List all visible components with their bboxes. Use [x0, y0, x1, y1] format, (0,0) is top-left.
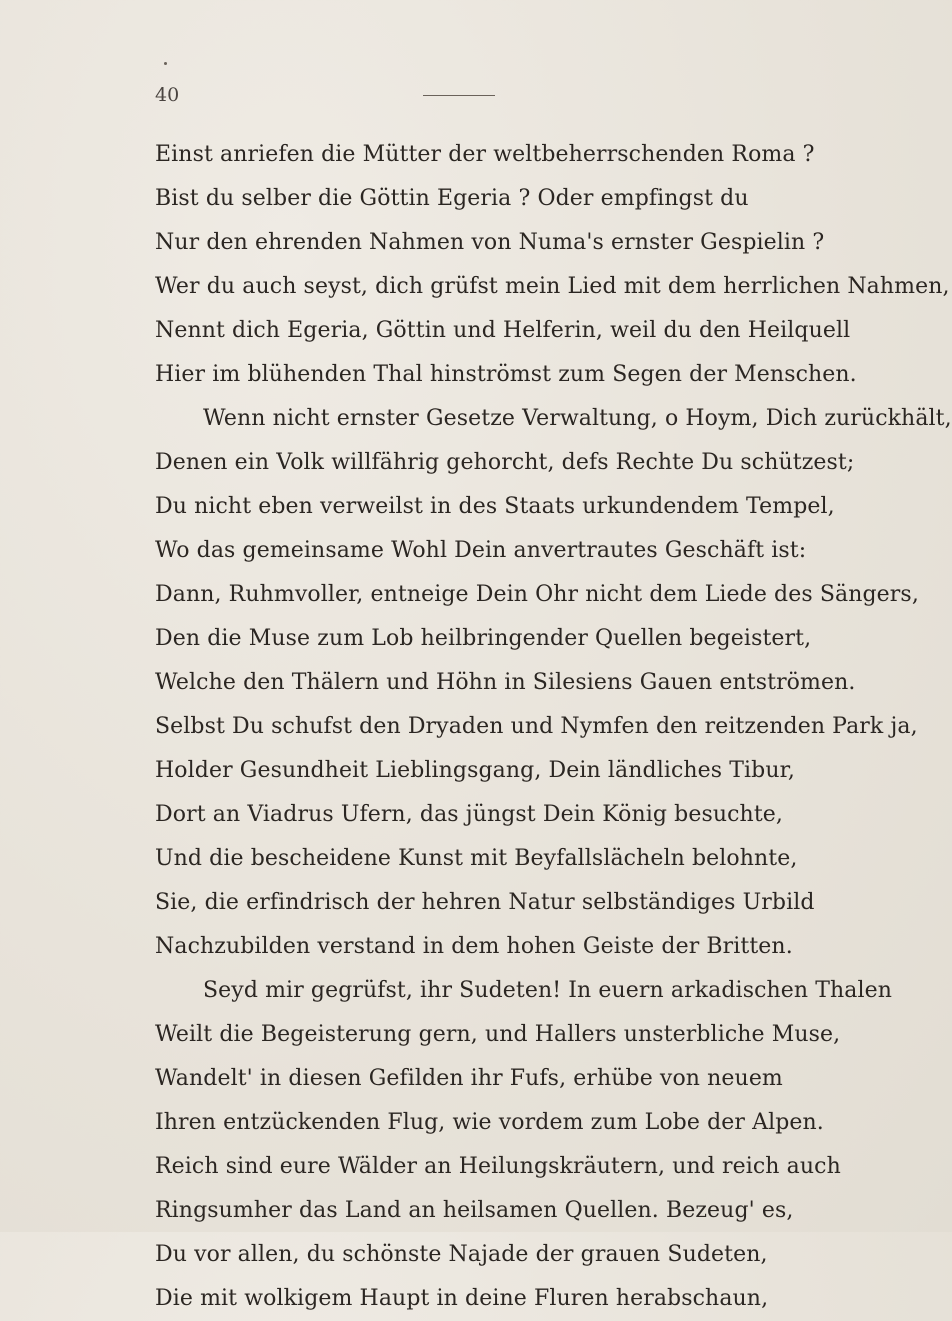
header-rule: [423, 95, 495, 96]
verse-line: Bist du selber die Göttin Egeria ? Oder empfingst du: [155, 186, 749, 211]
verse-line: Dann, Ruhmvoller, entneige Dein Ohr nicht dem Liede des Sängers,: [155, 582, 919, 607]
verse-line: Welche den Thälern und Höhn in Silesiens Gauen entströmen.: [155, 670, 856, 695]
verse-line: Wo das gemeinsame Wohl Dein anvertrautes Geschäft ist:: [155, 538, 807, 563]
verse-line: Die mit wolkigem Haupt in deine Fluren herabschaun,: [155, 1286, 769, 1311]
verse-line: Sie, die erfindrisch der hehren Natur selbständiges Urbild: [155, 890, 815, 915]
verse-line: Einst anriefen die Mütter der weltbeherrschenden Roma ?: [155, 142, 815, 167]
verse-line: Selbst Du schufst den Dryaden und Nymfen den reitzenden Park ja,: [155, 714, 918, 739]
page-number: 40: [155, 84, 180, 106]
verse-line: Ringsumher das Land an heilsamen Quellen. Bezeug' es,: [155, 1198, 794, 1223]
verse-line: Denen ein Volk willfährig gehorcht, defs Rechte Du schützest;: [155, 450, 855, 475]
verse-line: Du vor allen, du schönste Najade der grauen Sudeten,: [155, 1242, 768, 1267]
verse-line: Weilt die Begeisterung gern, und Hallers unsterbliche Muse,: [155, 1022, 841, 1047]
verse-line: Den die Muse zum Lob heilbringender Quellen begeistert,: [155, 626, 812, 651]
verse-line: Ihren entzückenden Flug, wie vordem zum Lobe der Alpen.: [155, 1110, 824, 1135]
verse-line: Du nicht eben verweilst in des Staats urkundendem Tempel,: [155, 494, 835, 519]
verse-line: Seyd mir gegrüfst, ihr Sudeten! In euern arkadischen Thalen: [203, 978, 893, 1003]
verse-line: Nennt dich Egeria, Göttin und Helferin, weil du den Heilquell: [155, 318, 851, 343]
verse-line: Wer du auch seyst, dich grüfst mein Lied mit dem herrlichen Nahmen,: [155, 274, 950, 299]
verse-line: Holder Gesundheit Lieblingsgang, Dein ländliches Tibur,: [155, 758, 795, 783]
verse-line: Wenn nicht ernster Gesetze Verwaltung, o Hoym, Dich zurückhält,: [203, 406, 952, 431]
ink-speck: [164, 62, 167, 65]
verse-line: Wandelt' in diesen Gefilden ihr Fufs, erhübe von neuem: [155, 1066, 783, 1091]
verse-line: Nur den ehrenden Nahmen von Numa's ernster Gespielin ?: [155, 230, 825, 255]
page-header: [155, 83, 495, 107]
verse-line: Reich sind eure Wälder an Heilungskräutern, und reich auch: [155, 1154, 841, 1179]
verse-line: Nachzubilden verstand in dem hohen Geiste der Britten.: [155, 934, 793, 959]
verse-line: Hier im blühenden Thal hinströmst zum Segen der Menschen.: [155, 362, 857, 387]
verse-line: Dort an Viadrus Ufern, das jüngst Dein König besuchte,: [155, 802, 783, 827]
verse-line: Und die bescheidene Kunst mit Beyfallslächeln belohnte,: [155, 846, 798, 871]
